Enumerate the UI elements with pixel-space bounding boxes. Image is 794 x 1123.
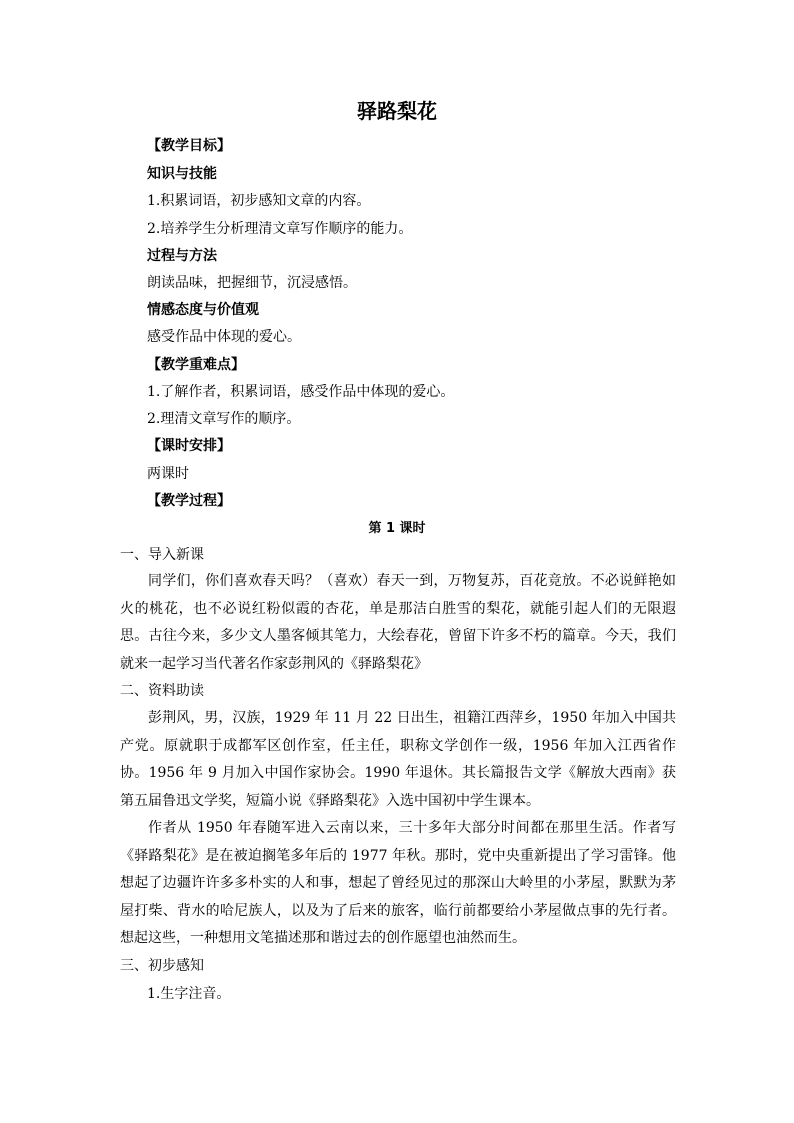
heading-key-points: 【教学重难点】 [147,357,245,373]
section-perceive-heading: 三、初步感知 [120,958,204,974]
resources-paragraph-2: 作者从 1950 年春随军进入云南以来，三十多年大部分时间都在那里生活。作者写《驿路梨花》是在被迫搁笔多年后的 1977 年秋。那时，党中央重新提出了学习雷锋。他想起了边疆许许多多朴实的人和事，想起了曾经见过的那深山大岭里的小茅屋，默默为茅屋打柴、背水的哈尼族人，以及为了后来的旅客，临行前都要给小茅屋做点事的先行者。想起这些，一种想用文笔描述那和谐过去的创作愿望也油然而生。 [120,820,676,946]
section-resources-heading: 二、资料助读 [120,683,204,699]
emotion-item: 感受作品中体现的爱心。 [147,329,301,345]
key-point-1: 1.了解作者，积累词语，感受作品中体现的爱心。 [147,384,455,400]
heading-procedure: 【教学过程】 [147,493,231,509]
resources-paragraph-1: 彭荆风，男，汉族，1929 年 11 月 22 日出生，祖籍江西萍乡，1950 年加入中国共产党。原就职于成都军区创作室，任主任，职称文学创作一级，1956 年加入江西省作协。1956 年 9 月加入中国作家协会。1990 年退休。其长篇报告文学《解放大西南》获第五届鲁迅文学奖，短篇小说《驿路梨花》入选中国初中学生课本。 [120,710,676,809]
subheading-knowledge: 知识与技能 [147,166,217,182]
subheading-process: 过程与方法 [147,248,217,264]
perceive-item-1: 1.生字注音。 [147,986,231,1002]
objective-item-2: 2.培养学生分析理清文章写作顺序的能力。 [147,221,413,237]
schedule-item: 两课时 [147,466,189,482]
key-point-2: 2.理清文章写作的顺序。 [147,411,301,427]
heading-schedule: 【课时安排】 [147,438,231,454]
section-intro-heading: 一、导入新课 [120,547,204,563]
objective-item-1: 1.积累词语，初步感知文章的内容。 [147,193,371,209]
intro-paragraph: 同学们，你们喜欢春天吗？（喜欢）春天一到，万物复苏，百花竞放。不必说鲜艳如火的桃花，也不必说红粉似霞的杏花，单是那洁白胜雪的梨花，就能引起人们的无限遐思。古往今来，多少文人墨客倾其笔力，大绘春花，曾留下许多不朽的篇章。今天，我们就来一起学习当代著名作家彭荆风的《驿路梨花》 [120,573,676,672]
lesson-heading: 第 1 课时 [368,521,426,536]
document-title: 驿路梨花 [357,99,437,123]
heading-objectives: 【教学目标】 [147,138,231,154]
subheading-emotion: 情感态度与价值观 [147,302,259,318]
process-item: 朗读品味，把握细节，沉浸感悟。 [147,275,357,291]
